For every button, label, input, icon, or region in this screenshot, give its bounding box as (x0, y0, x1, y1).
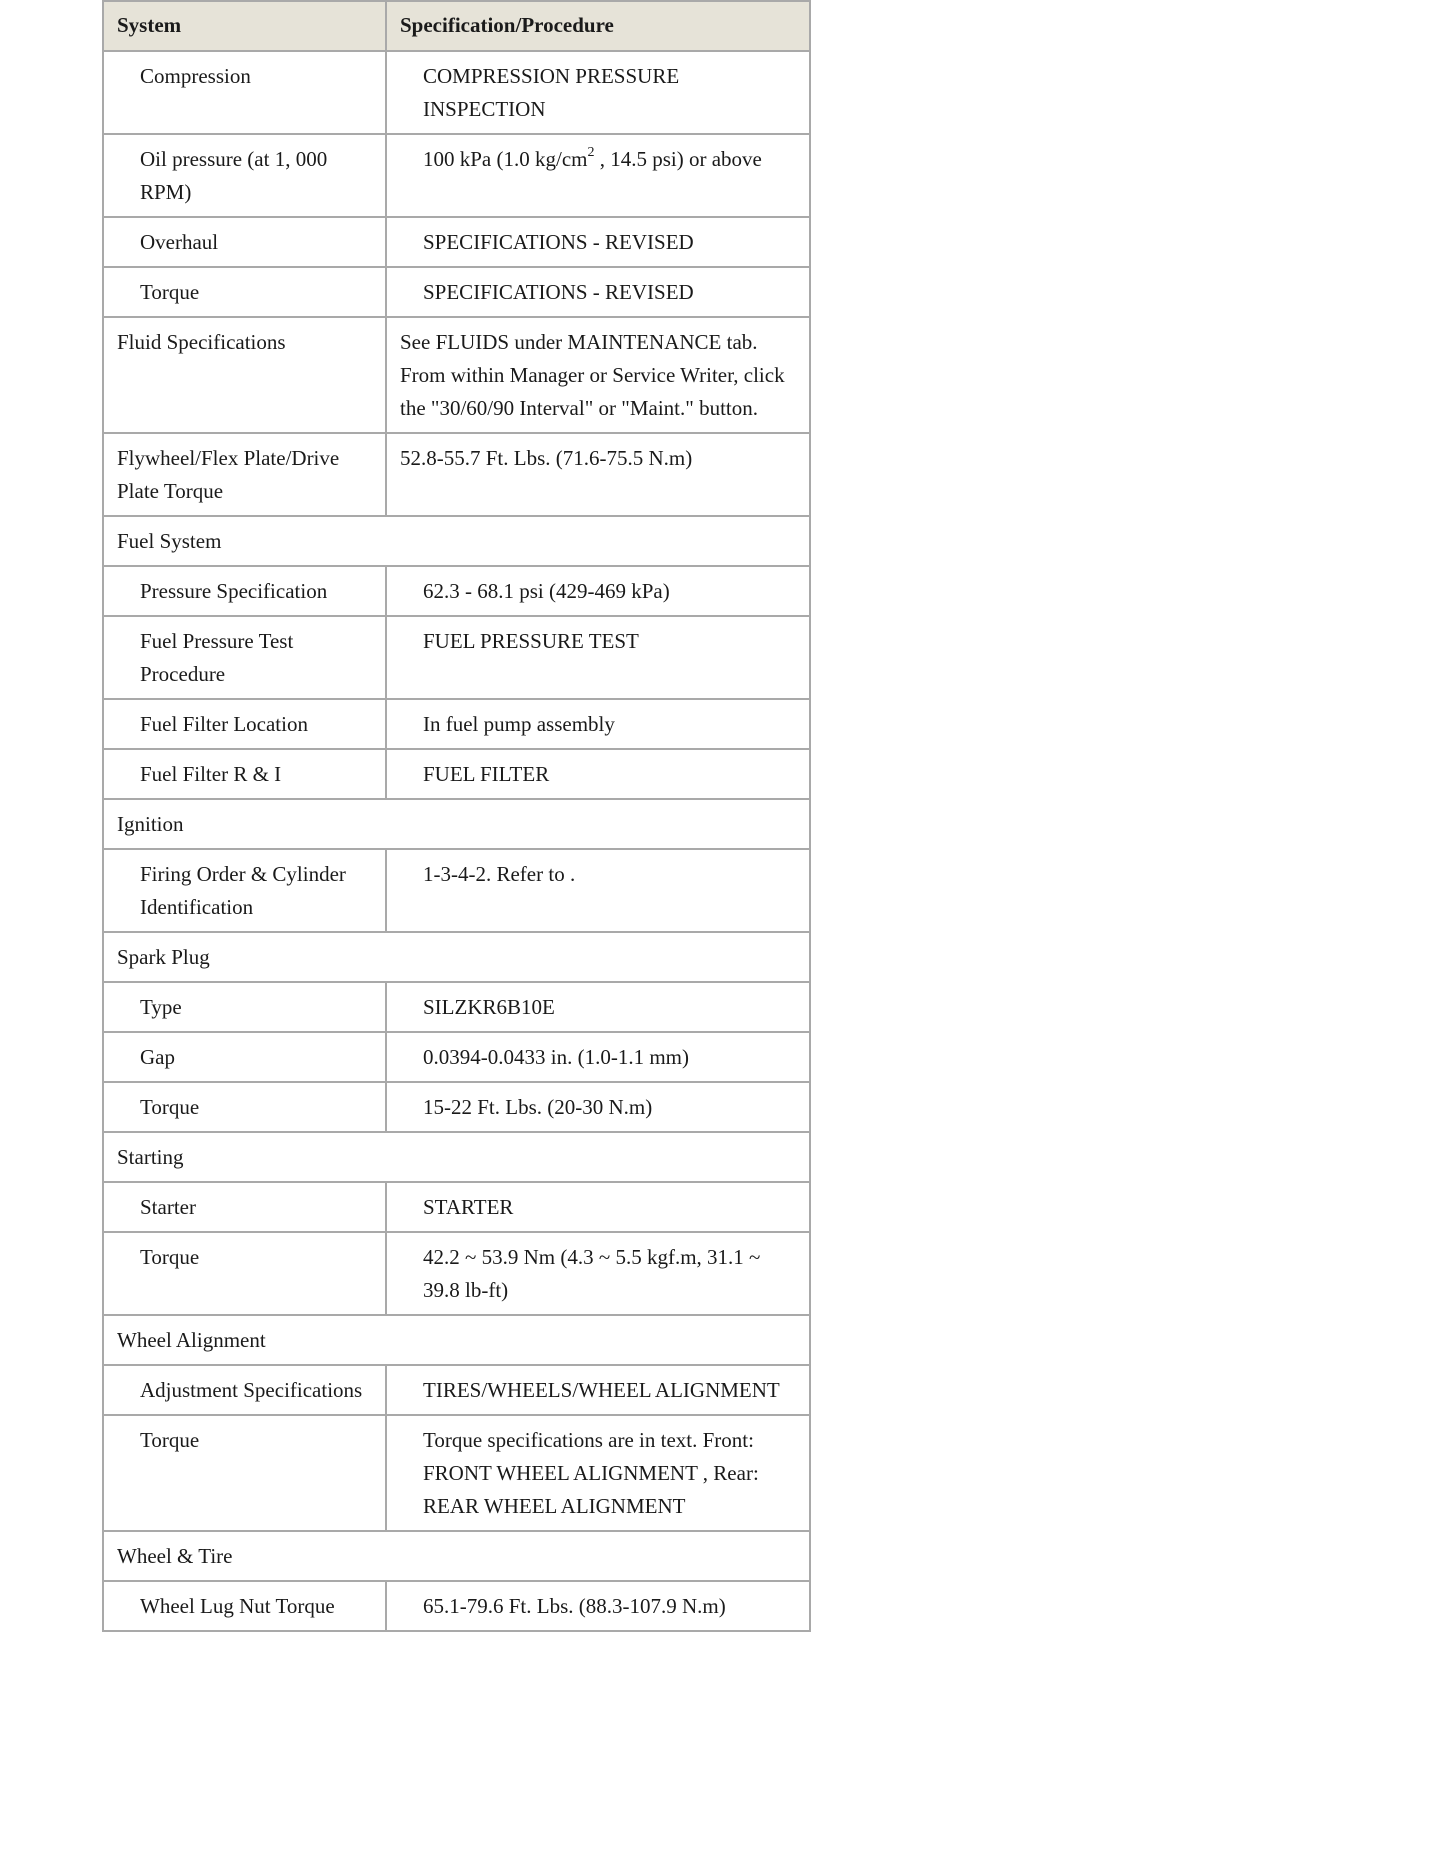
spec-superscript: 2 (587, 145, 595, 160)
table-row (103, 1082, 810, 1132)
table-row (103, 699, 810, 749)
specification-cell: 0.0394-0.0433 in. (1.0-1.1 mm) (386, 1032, 810, 1082)
specification-cell: COMPRESSION PRESSURE INSPECTION (386, 51, 810, 134)
section-heading: Wheel Alignment (103, 1315, 810, 1365)
system-cell: Compression (103, 51, 386, 134)
specification-cell: 52.8-55.7 Ft. Lbs. (71.6-75.5 N.m) (386, 433, 810, 516)
system-cell: Overhaul (103, 217, 386, 267)
system-cell: Starter (103, 1182, 386, 1232)
table-body (103, 51, 810, 1631)
table-row (103, 1232, 810, 1315)
table-row (103, 134, 810, 217)
specification-cell: 1-3-4-2. Refer to . (386, 849, 810, 932)
specification-cell: TIRES/WHEELS/WHEEL ALIGNMENT (386, 1365, 810, 1415)
section-row (103, 1132, 810, 1182)
section-heading: Ignition (103, 799, 810, 849)
system-cell: Type (103, 982, 386, 1032)
system-cell: Torque (103, 1082, 386, 1132)
section-heading: Fuel System (103, 516, 810, 566)
table-row (103, 849, 810, 932)
system-cell: Torque (103, 1415, 386, 1531)
system-cell: Oil pressure (at 1, 000 RPM) (103, 134, 386, 217)
section-row (103, 1315, 810, 1365)
table-row (103, 1415, 810, 1531)
system-cell: Fuel Filter Location (103, 699, 386, 749)
system-cell: Wheel Lug Nut Torque (103, 1581, 386, 1631)
spec-text: , 14.5 psi) or above (594, 147, 762, 171)
table-header-row (103, 1, 810, 51)
section-row (103, 799, 810, 849)
system-cell: Torque (103, 267, 386, 317)
specification-cell: 42.2 ~ 53.9 Nm (4.3 ~ 5.5 kgf.m, 31.1 ~ 39.8 lb-ft) (386, 1232, 810, 1315)
section-heading: Starting (103, 1132, 810, 1182)
system-cell: Fuel Pressure Test Procedure (103, 616, 386, 699)
table-row (103, 1182, 810, 1232)
section-row (103, 1531, 810, 1581)
table-row (103, 267, 810, 317)
table-row (103, 1032, 810, 1082)
specification-cell: See FLUIDS under MAINTENANCE tab. From within Manager or Service Writer, click the "30/60/90 Interval" or "Maint." button. (386, 317, 810, 433)
system-cell: Fuel Filter R & I (103, 749, 386, 799)
section-heading: Wheel & Tire (103, 1531, 810, 1581)
system-cell: Firing Order & Cylinder Identification (103, 849, 386, 932)
table-row (103, 616, 810, 699)
table-row (103, 51, 810, 134)
specification-cell: FUEL PRESSURE TEST (386, 616, 810, 699)
specification-cell: 15-22 Ft. Lbs. (20-30 N.m) (386, 1082, 810, 1132)
system-cell: Torque (103, 1232, 386, 1315)
section-row (103, 516, 810, 566)
table-row (103, 1581, 810, 1631)
specification-cell: FUEL FILTER (386, 749, 810, 799)
specification-cell (386, 134, 810, 217)
column-header-system: System (103, 1, 386, 51)
table-row (103, 217, 810, 267)
specification-table (102, 0, 811, 1632)
system-cell: Adjustment Specifications (103, 1365, 386, 1415)
specification-cell: STARTER (386, 1182, 810, 1232)
specification-cell: 62.3 - 68.1 psi (429-469 kPa) (386, 566, 810, 616)
table-row (103, 1365, 810, 1415)
system-cell: Flywheel/Flex Plate/Drive Plate Torque (103, 433, 386, 516)
system-cell: Gap (103, 1032, 386, 1082)
specification-cell: 65.1-79.6 Ft. Lbs. (88.3-107.9 N.m) (386, 1581, 810, 1631)
section-row (103, 932, 810, 982)
table-row (103, 749, 810, 799)
system-cell: Fluid Specifications (103, 317, 386, 433)
table-row (103, 433, 810, 516)
table-row (103, 566, 810, 616)
column-header-specification: Specification/Procedure (386, 1, 810, 51)
system-cell: Pressure Specification (103, 566, 386, 616)
specification-cell: In fuel pump assembly (386, 699, 810, 749)
specification-cell: SPECIFICATIONS - REVISED (386, 217, 810, 267)
spec-text: 100 kPa (1.0 kg/cm (423, 147, 588, 171)
specification-cell: SILZKR6B10E (386, 982, 810, 1032)
table-row (103, 982, 810, 1032)
specification-cell: SPECIFICATIONS - REVISED (386, 267, 810, 317)
section-heading: Spark Plug (103, 932, 810, 982)
specification-cell: Torque specifications are in text. Front: FRONT WHEEL ALIGNMENT , Rear: REAR WHEEL ALIGNMENT (386, 1415, 810, 1531)
table-row (103, 317, 810, 433)
